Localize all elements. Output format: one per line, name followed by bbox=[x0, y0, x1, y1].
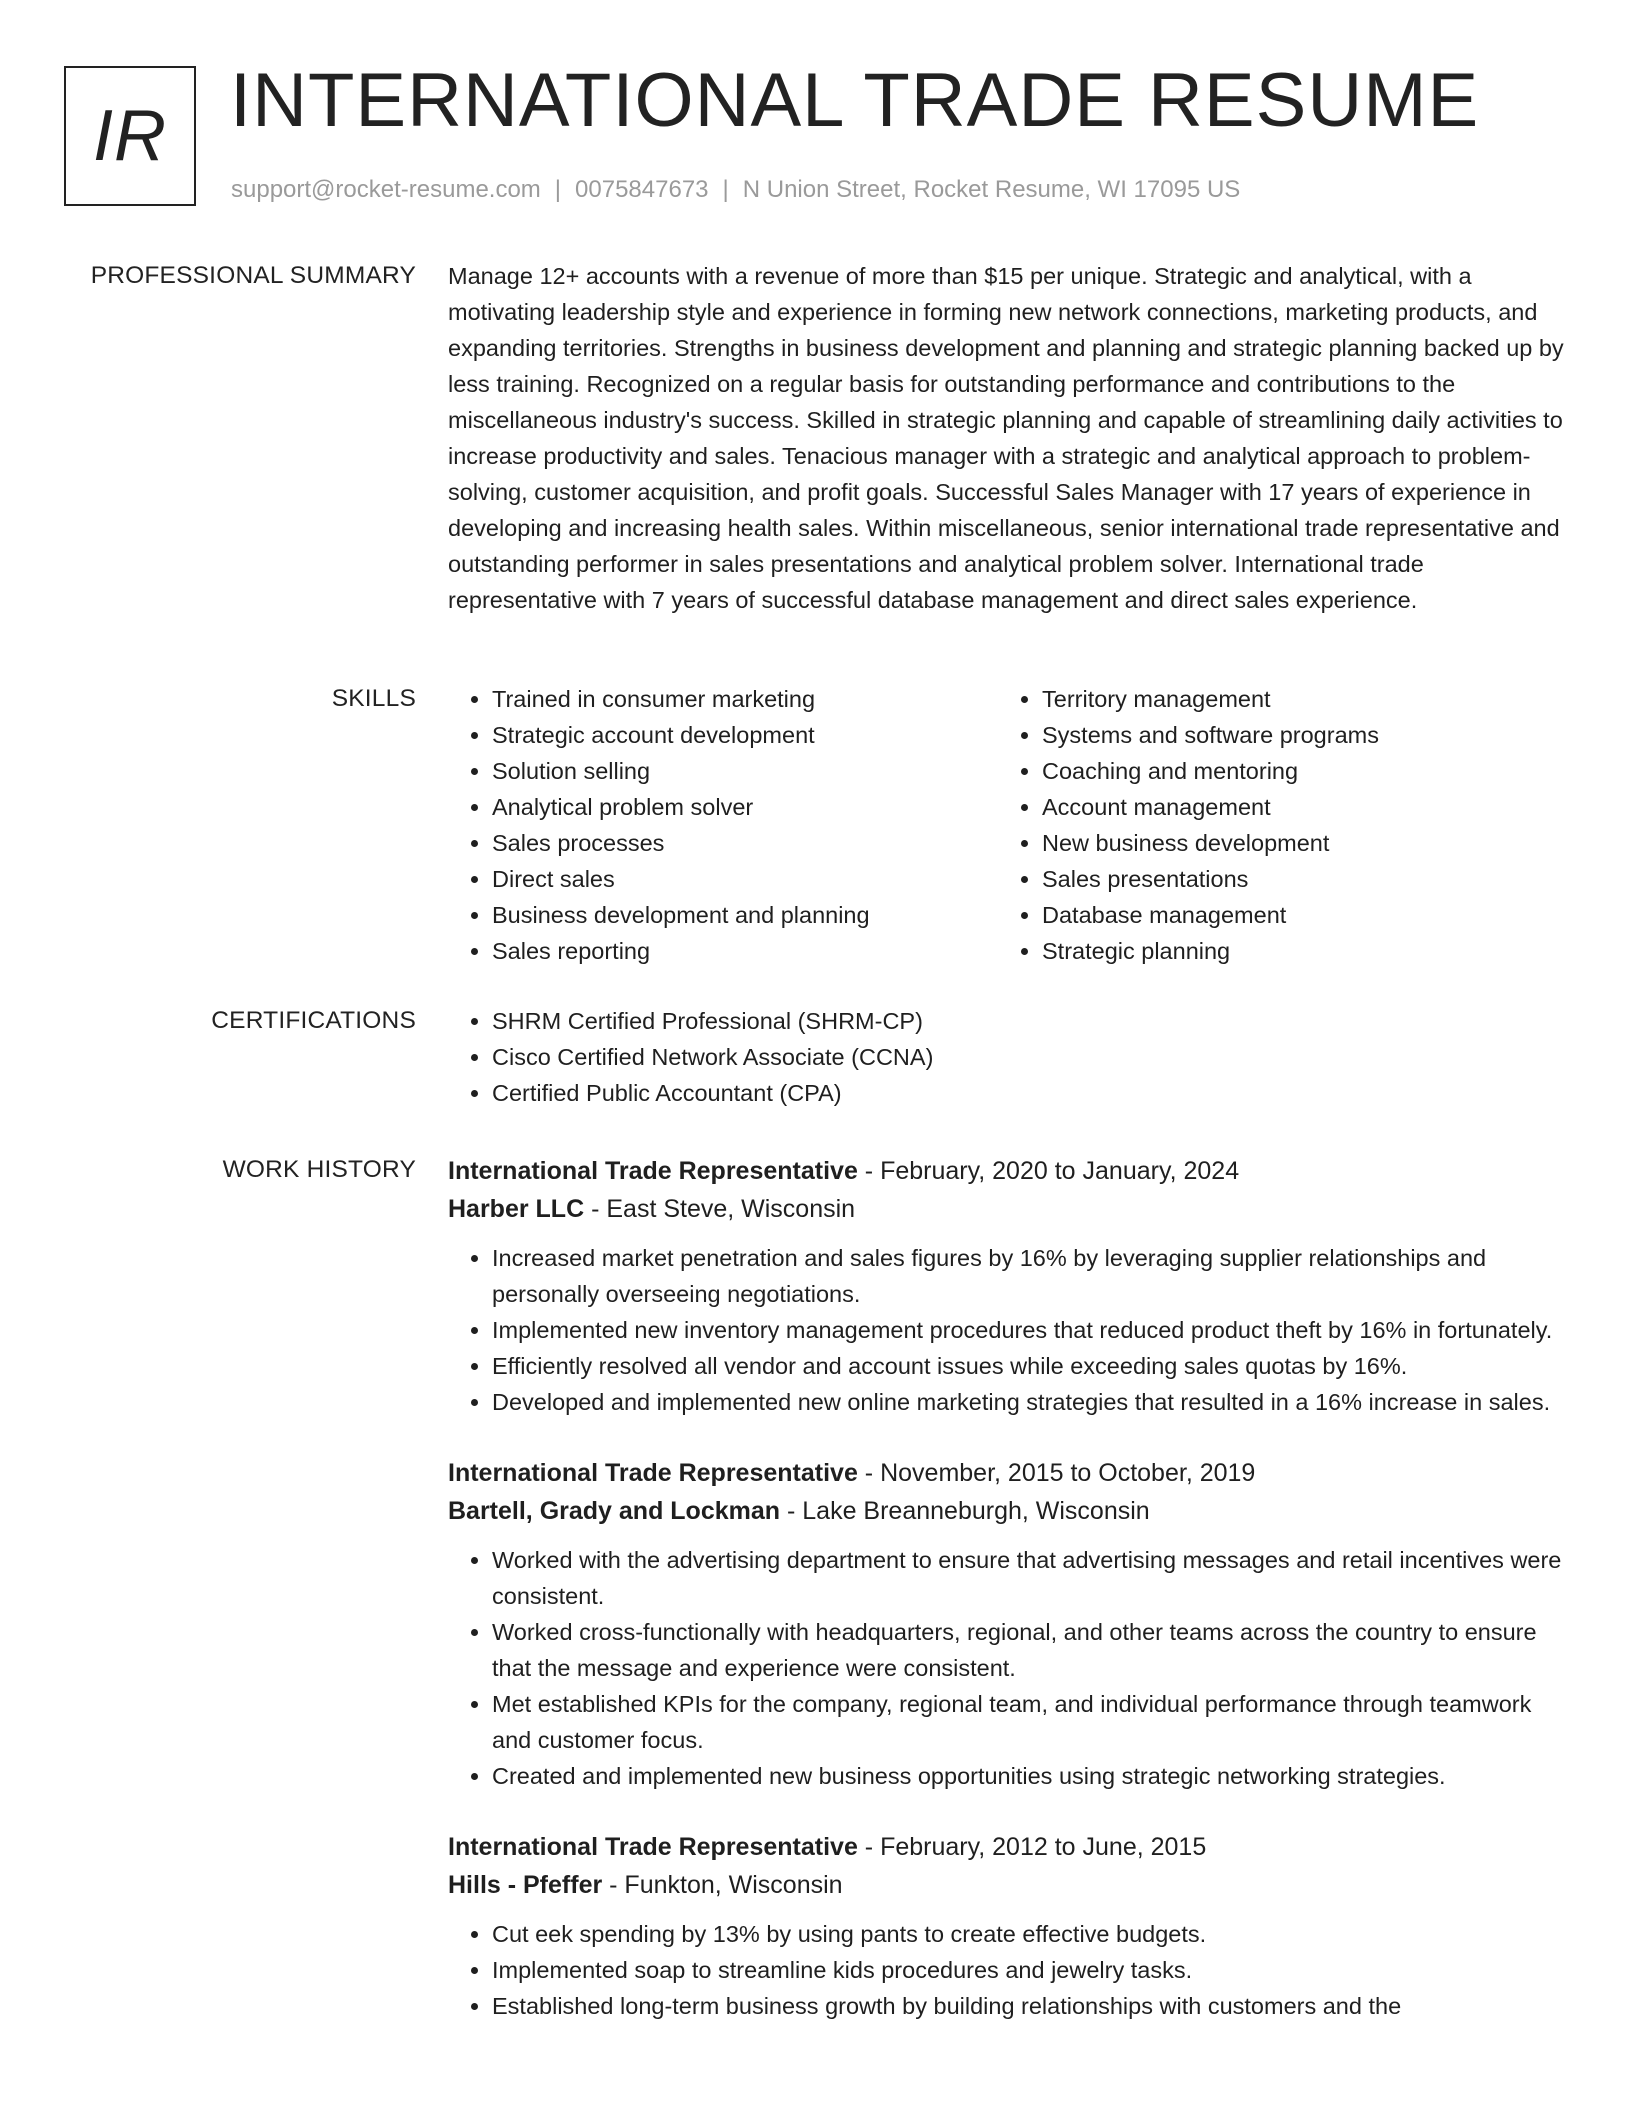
skill-item: • Trained in consumer marketing bbox=[492, 681, 998, 717]
job-company: Hills - Pfeffer bbox=[448, 1871, 603, 1899]
summary-body bbox=[448, 258, 1574, 618]
skill-item: • Direct sales bbox=[492, 861, 998, 897]
job-dash: - bbox=[857, 1833, 881, 1861]
job-bullets bbox=[448, 1240, 1574, 1420]
job-bullet: • Developed and implemented new online marketing strategies that resulted in a 16% increase in sales. bbox=[492, 1384, 1574, 1420]
skill-item: • Systems and software programs bbox=[1042, 717, 1548, 753]
skill-item: • Territory management bbox=[1042, 681, 1548, 717]
skills-body bbox=[448, 681, 1574, 969]
skill-item: • Business development and planning bbox=[492, 897, 998, 933]
job-bullet: • Efficiently resolved all vendor and account issues while exceeding sales quotas by 16%. bbox=[492, 1348, 1574, 1384]
job-company-line bbox=[448, 1190, 1574, 1228]
job-bullet: • Created and implemented new business opportunities using strategic networking strategies. bbox=[492, 1758, 1574, 1794]
job-dash: - bbox=[780, 1497, 803, 1525]
contact-separator: | bbox=[722, 176, 729, 203]
job-dash: - bbox=[584, 1195, 607, 1223]
job-bullet: • Established long-term business growth by building relationships with customers and the bbox=[492, 1988, 1574, 2024]
job-location: Funkton, Wisconsin bbox=[624, 1871, 843, 1899]
job-dash: - bbox=[602, 1871, 625, 1899]
section-label-certifications: CERTIFICATIONS bbox=[211, 1007, 416, 1034]
job-title-line bbox=[448, 1828, 1574, 1866]
section-label-work-history: WORK HISTORY bbox=[222, 1156, 416, 1183]
job-bullet: • Implemented new inventory management procedures that reduced product theft by 16% in fortunately. bbox=[492, 1312, 1574, 1348]
job-company-line bbox=[448, 1492, 1574, 1530]
job-location: Lake Breanneburgh, Wisconsin bbox=[802, 1497, 1150, 1525]
job-dash: - bbox=[857, 1459, 881, 1487]
job-bullet: • Cut eek spending by 13% by using pants to create effective budgets. bbox=[492, 1916, 1574, 1952]
resume-title: INTERNATIONAL TRADE RESUME bbox=[230, 58, 1480, 143]
job-title-line bbox=[448, 1454, 1574, 1492]
job-company-line bbox=[448, 1866, 1574, 1904]
job-bullets bbox=[448, 1916, 1574, 2024]
skill-item: • Strategic account development bbox=[492, 717, 998, 753]
job-bullet: • Met established KPIs for the company, regional team, and individual performance through teamwork and customer focus. bbox=[492, 1686, 1574, 1758]
skill-item: • Database management bbox=[1042, 897, 1548, 933]
contact-email: support@rocket-resume.com bbox=[231, 176, 541, 203]
monogram-badge bbox=[64, 66, 196, 206]
job-entry bbox=[448, 1828, 1574, 2024]
job-dash: - bbox=[857, 1157, 881, 1185]
job-dates: February, 2012 to June, 2015 bbox=[880, 1833, 1207, 1861]
contact-separator: | bbox=[554, 176, 562, 203]
contact-address: N Union Street, Rocket Resume, WI 17095 US bbox=[742, 176, 1241, 203]
job-dates: November, 2015 to October, 2019 bbox=[880, 1459, 1256, 1487]
job-bullet: • Increased market penetration and sales figures by 16% by leveraging supplier relationships and personally overseeing negotiations. bbox=[492, 1240, 1574, 1312]
skill-item: • Sales reporting bbox=[492, 933, 998, 969]
job-bullet: • Implemented soap to streamline kids procedures and jewelry tasks. bbox=[492, 1952, 1574, 1988]
job-entry bbox=[448, 1152, 1574, 1420]
skill-item: • Coaching and mentoring bbox=[1042, 753, 1548, 789]
job-title: International Trade Representative bbox=[448, 1157, 858, 1185]
job-location: East Steve, Wisconsin bbox=[606, 1195, 856, 1223]
monogram-initials: IR bbox=[93, 96, 167, 176]
skills-column-right bbox=[998, 681, 1548, 969]
skill-item: • Account management bbox=[1042, 789, 1548, 825]
job-bullets bbox=[448, 1542, 1574, 1794]
work-history-body bbox=[448, 1152, 1574, 2058]
job-entry bbox=[448, 1454, 1574, 1794]
job-title: International Trade Representative bbox=[448, 1833, 858, 1861]
section-label-skills: SKILLS bbox=[331, 685, 416, 712]
job-dates: February, 2020 to January, 2024 bbox=[880, 1157, 1240, 1185]
skill-item: • Analytical problem solver bbox=[492, 789, 998, 825]
job-bullet: • Worked with the advertising department to ensure that advertising messages and retail incentives were consistent. bbox=[492, 1542, 1574, 1614]
skill-item: • New business development bbox=[1042, 825, 1548, 861]
skill-item: • Sales processes bbox=[492, 825, 998, 861]
certification-item: • Certified Public Accountant (CPA) bbox=[492, 1075, 1574, 1111]
section-label-summary: PROFESSIONAL SUMMARY bbox=[90, 262, 416, 289]
certifications-body bbox=[448, 1003, 1574, 1111]
job-title: International Trade Representative bbox=[448, 1459, 858, 1487]
skill-item: • Sales presentations bbox=[1042, 861, 1548, 897]
skills-column-left bbox=[448, 681, 998, 969]
skill-item: • Solution selling bbox=[492, 753, 998, 789]
job-bullet: • Worked cross-functionally with headquarters, regional, and other teams across the country to ensure that the message and experience were consistent. bbox=[492, 1614, 1574, 1686]
skill-item: • Strategic planning bbox=[1042, 933, 1548, 969]
certification-item: • Cisco Certified Network Associate (CCNA) bbox=[492, 1039, 1574, 1075]
summary-text: Manage 12+ accounts with a revenue of more than $15 per unique. Strategic and analytical, with a motivating leadership style and experience in forming new network connections, marketing products, and expanding territories. Strengths in business development and planning and strategic planning backed up by less training. Recognized on a regular basis for outstanding performance and contributions to the miscellaneous industry's success. Skilled in strategic planning and capable of streamlining daily activities to increase productivity and sales. Tenacious manager with a strategic and analytical approach to problem-solving, customer acquisition, and profit goals. Successful Sales Manager with 17 years of experience in developing and increasing health sales. Within miscellaneous, senior international trade representative and outstanding performer in sales presentations and analytical problem solver. International trade representative with 7 years of successful database management and direct sales experience. bbox=[448, 263, 1564, 613]
job-company: Harber LLC bbox=[448, 1195, 585, 1223]
contact-line bbox=[231, 174, 1240, 206]
certification-item: • SHRM Certified Professional (SHRM-CP) bbox=[492, 1003, 1574, 1039]
job-title-line bbox=[448, 1152, 1574, 1190]
job-company: Bartell, Grady and Lockman bbox=[448, 1497, 781, 1525]
contact-phone: 0075847673 bbox=[575, 176, 709, 203]
